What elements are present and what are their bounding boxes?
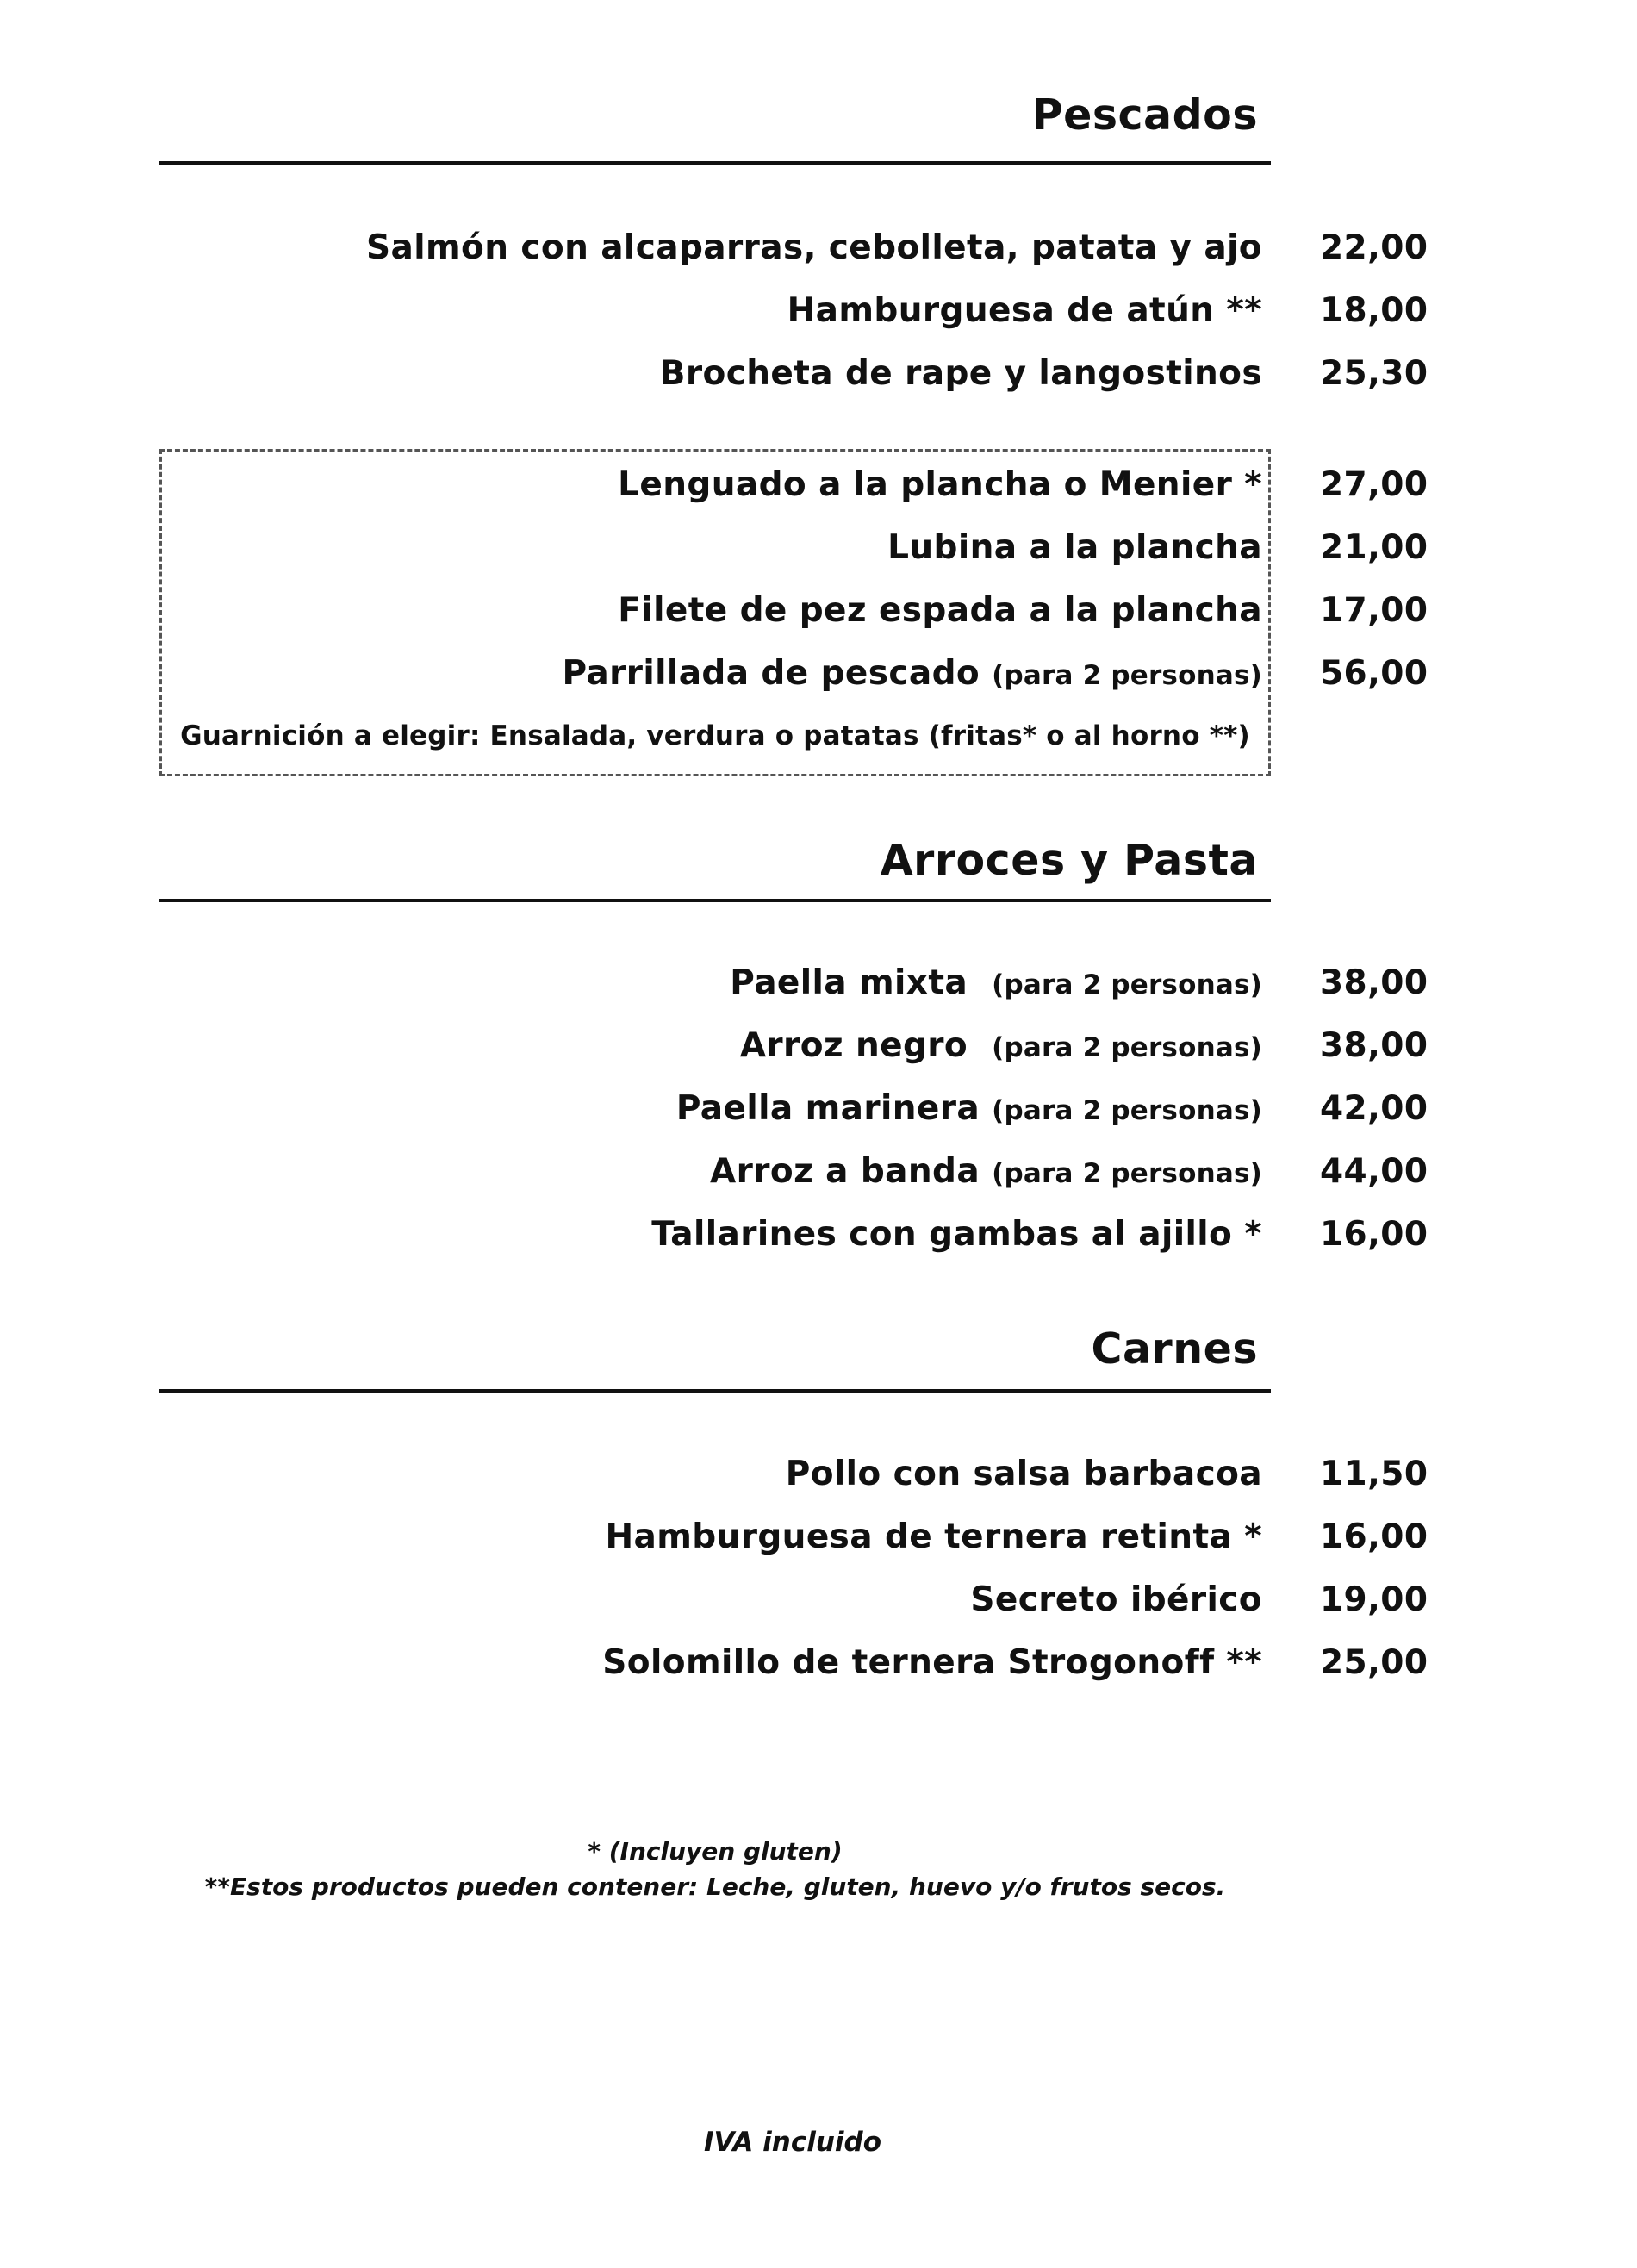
menu-item-name: Brocheta de rape y langostinos bbox=[659, 354, 1262, 393]
menu-item-name: Arroz negro bbox=[739, 1026, 968, 1065]
footnote-gluten: * (Incluyen gluten) bbox=[588, 1837, 843, 1866]
footnote-allergens: **Estos productos pueden contener: Leche, gluten, huevo y/o frutos secos. bbox=[204, 1872, 1226, 1901]
menu-item-price: 16,00 bbox=[1320, 1215, 1428, 1254]
menu-item-note: (para 2 personas) bbox=[992, 969, 1262, 1000]
menu-item bbox=[159, 654, 1262, 693]
menu-item-price: 42,00 bbox=[1320, 1089, 1428, 1128]
menu-item-price: 21,00 bbox=[1320, 528, 1428, 567]
menu-item-price: 11,50 bbox=[1320, 1455, 1428, 1493]
menu-item-note: (para 2 personas) bbox=[992, 1032, 1262, 1063]
menu-item-price: 18,00 bbox=[1320, 291, 1428, 330]
menu-item-price: 56,00 bbox=[1320, 654, 1428, 693]
menu-item-note: (para 2 personas) bbox=[992, 660, 1262, 691]
section-title-carnes: Carnes bbox=[1091, 1324, 1258, 1374]
section-rule bbox=[159, 161, 1271, 165]
menu-item-price: 16,00 bbox=[1320, 1517, 1428, 1556]
section-rule bbox=[159, 1389, 1271, 1393]
garnish-note: Guarnición a elegir: Ensalada, verdura o patatas (fritas* o al horno **) bbox=[180, 720, 1250, 751]
menu-item-name: Pollo con salsa barbacoa bbox=[785, 1455, 1262, 1493]
menu-item-name: Lubina a la plancha bbox=[887, 528, 1262, 567]
menu-item-name: Arroz a banda bbox=[710, 1152, 980, 1191]
menu-item-price: 38,00 bbox=[1320, 1026, 1428, 1065]
menu-item-name: Solomillo de ternera Strogonoff ** bbox=[602, 1643, 1262, 1682]
menu-item-name: Filete de pez espada a la plancha bbox=[618, 591, 1262, 630]
menu-item bbox=[159, 1089, 1262, 1128]
menu-item-name: Paella marinera bbox=[675, 1089, 980, 1128]
menu-item-price: 27,00 bbox=[1320, 465, 1428, 504]
menu-item bbox=[159, 1152, 1262, 1191]
menu-item-name: Hamburguesa de ternera retinta * bbox=[605, 1517, 1262, 1556]
iva-note: IVA incluido bbox=[703, 2127, 882, 2158]
menu-item-name: Parrillada de pescado bbox=[562, 654, 980, 693]
section-rule bbox=[159, 899, 1271, 902]
menu-item-price: 25,30 bbox=[1320, 354, 1428, 393]
menu-item-name: Paella mixta bbox=[730, 963, 968, 1002]
menu-item-price: 44,00 bbox=[1320, 1152, 1428, 1191]
menu-item-name: Hamburguesa de atún ** bbox=[787, 291, 1262, 330]
menu-item bbox=[159, 963, 1262, 1002]
menu-item-price: 38,00 bbox=[1320, 963, 1428, 1002]
section-title-pescados: Pescados bbox=[1031, 90, 1258, 140]
menu-item-name: Secreto ibérico bbox=[970, 1580, 1262, 1619]
menu-item-name: Lenguado a la plancha o Menier * bbox=[618, 465, 1262, 504]
menu-item-note: (para 2 personas) bbox=[992, 1158, 1262, 1189]
menu-item-price: 25,00 bbox=[1320, 1643, 1428, 1682]
menu-item-price: 17,00 bbox=[1320, 591, 1428, 630]
menu-item-name: Tallarines con gambas al ajillo * bbox=[651, 1215, 1262, 1254]
menu-item bbox=[159, 1026, 1262, 1065]
menu-item-price: 19,00 bbox=[1320, 1580, 1428, 1619]
section-title-arroces: Arroces y Pasta bbox=[880, 836, 1258, 885]
menu-item-name: Salmón con alcaparras, cebolleta, patata y ajo bbox=[366, 228, 1262, 267]
menu-item-note: (para 2 personas) bbox=[992, 1095, 1262, 1126]
menu-item-price: 22,00 bbox=[1320, 228, 1428, 267]
